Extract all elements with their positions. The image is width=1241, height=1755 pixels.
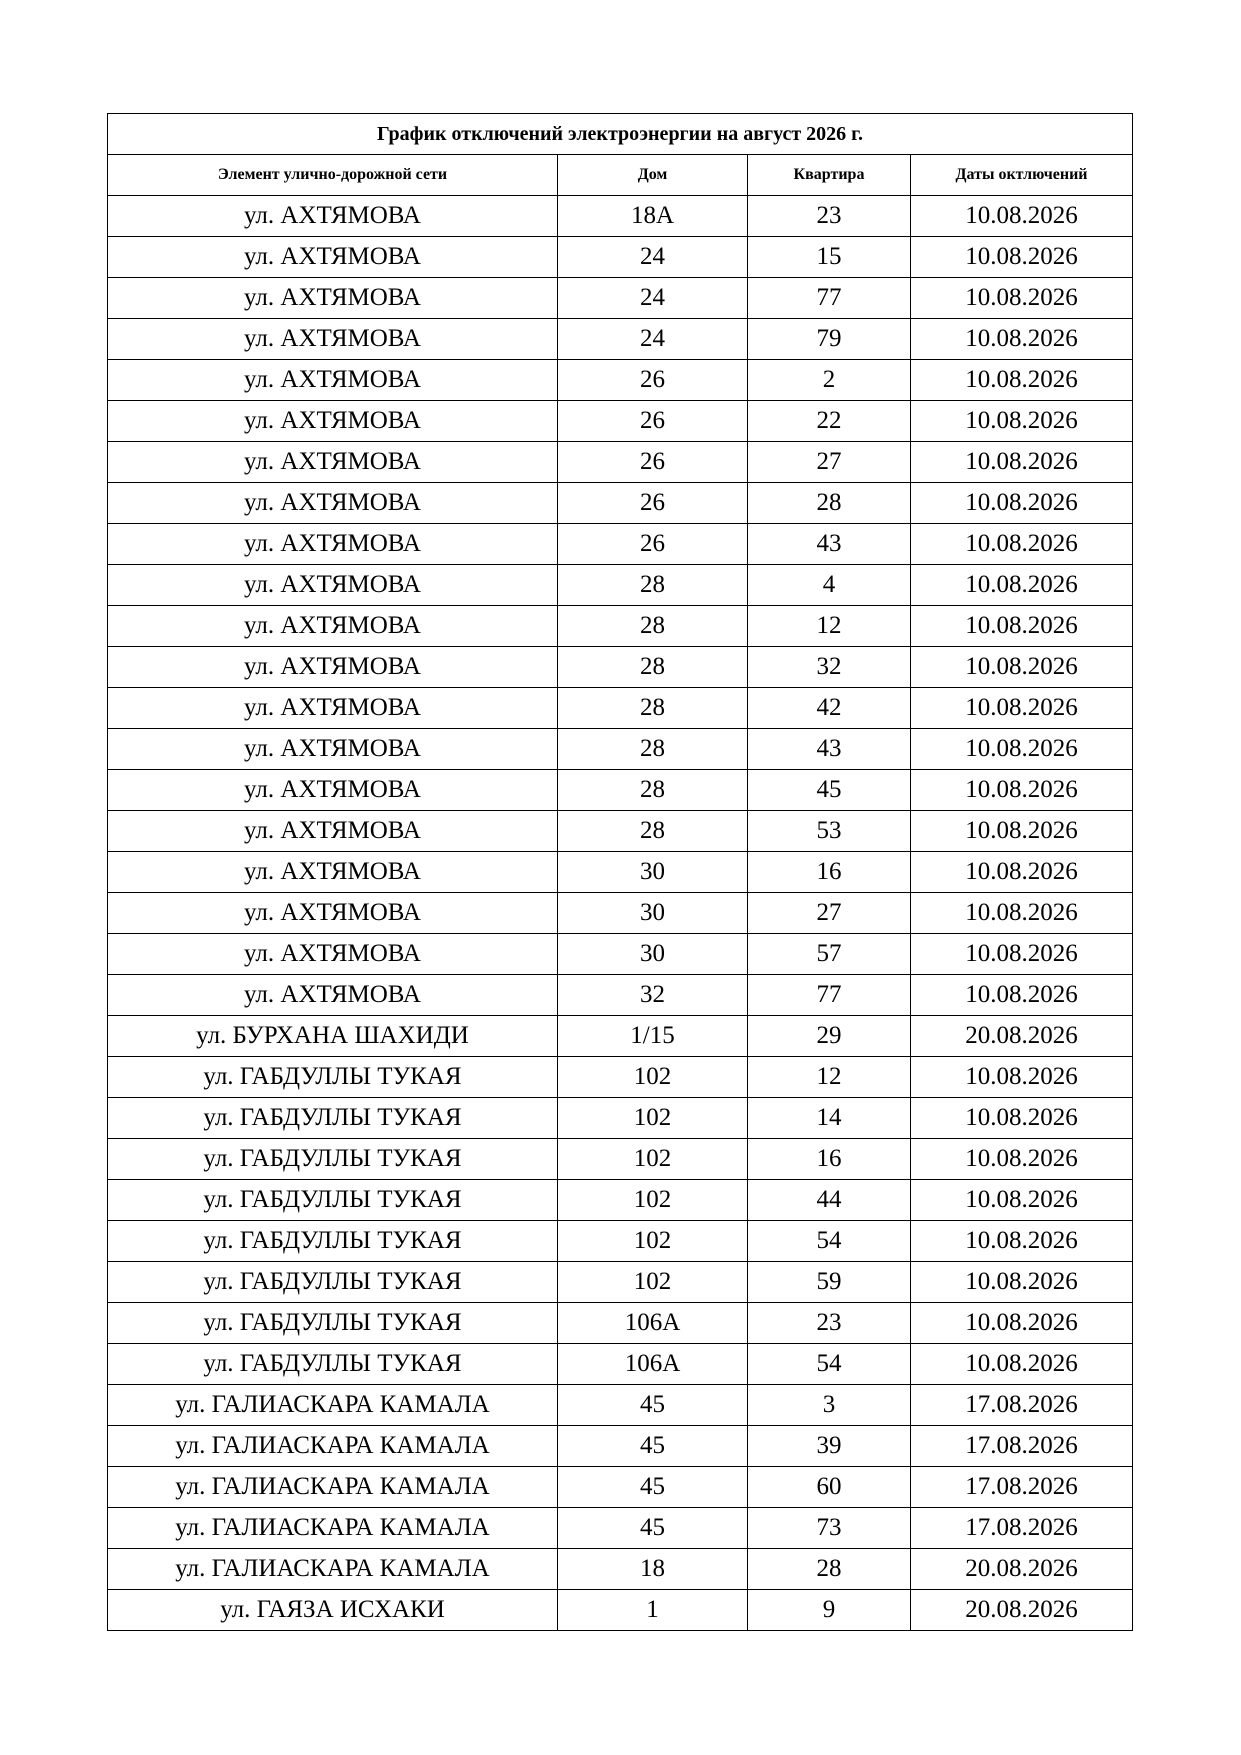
apartment-cell: 3 (748, 1385, 911, 1426)
apartment-cell: 54 (748, 1221, 911, 1262)
house-cell: 26 (558, 483, 748, 524)
date-cell: 10.08.2026 (911, 565, 1133, 606)
apartment-cell: 29 (748, 1016, 911, 1057)
street-cell: ул. АХТЯМОВА (108, 647, 558, 688)
apartment-cell: 15 (748, 237, 911, 278)
header-row (108, 155, 1133, 196)
table-row (108, 1221, 1133, 1262)
street-cell: ул. АХТЯМОВА (108, 237, 558, 278)
street-cell: ул. АХТЯМОВА (108, 975, 558, 1016)
house-cell: 102 (558, 1221, 748, 1262)
apartment-cell: 43 (748, 524, 911, 565)
date-cell: 10.08.2026 (911, 934, 1133, 975)
table-row (108, 893, 1133, 934)
street-cell: ул. ГАБДУЛЛЫ ТУКАЯ (108, 1180, 558, 1221)
apartment-cell: 4 (748, 565, 911, 606)
table-row (108, 1016, 1133, 1057)
table-row (108, 319, 1133, 360)
street-cell: ул. АХТЯМОВА (108, 606, 558, 647)
date-cell: 10.08.2026 (911, 606, 1133, 647)
table-row (108, 1467, 1133, 1508)
date-cell: 17.08.2026 (911, 1467, 1133, 1508)
house-cell: 26 (558, 360, 748, 401)
table-row (108, 278, 1133, 319)
date-cell: 10.08.2026 (911, 1098, 1133, 1139)
table-row (108, 196, 1133, 237)
house-cell: 28 (558, 688, 748, 729)
date-cell: 10.08.2026 (911, 1180, 1133, 1221)
house-cell: 24 (558, 278, 748, 319)
house-cell: 24 (558, 237, 748, 278)
house-cell: 1/15 (558, 1016, 748, 1057)
street-cell: ул. АХТЯМОВА (108, 196, 558, 237)
apartment-cell: 23 (748, 196, 911, 237)
street-cell: ул. АХТЯМОВА (108, 483, 558, 524)
date-cell: 10.08.2026 (911, 237, 1133, 278)
table-title: График отключений электроэнергии на август 2026 г. (108, 114, 1133, 155)
house-cell: 24 (558, 319, 748, 360)
street-cell: ул. АХТЯМОВА (108, 360, 558, 401)
table-row (108, 606, 1133, 647)
apartment-cell: 28 (748, 1549, 911, 1590)
apartment-cell: 79 (748, 319, 911, 360)
house-cell: 28 (558, 729, 748, 770)
date-cell: 10.08.2026 (911, 401, 1133, 442)
street-cell: ул. ГАБДУЛЛЫ ТУКАЯ (108, 1262, 558, 1303)
street-cell: ул. ГАЛИАСКАРА КАМАЛА (108, 1549, 558, 1590)
apartment-cell: 73 (748, 1508, 911, 1549)
column-header-apartment: Квартира (748, 155, 911, 196)
street-cell: ул. АХТЯМОВА (108, 401, 558, 442)
apartment-cell: 27 (748, 442, 911, 483)
street-cell: ул. БУРХАНА ШАХИДИ (108, 1016, 558, 1057)
column-header-house: Дом (558, 155, 748, 196)
apartment-cell: 22 (748, 401, 911, 442)
street-cell: ул. ГАЛИАСКАРА КАМАЛА (108, 1467, 558, 1508)
date-cell: 10.08.2026 (911, 770, 1133, 811)
table-row (108, 975, 1133, 1016)
table-row (108, 442, 1133, 483)
house-cell: 106А (558, 1303, 748, 1344)
table-row (108, 1262, 1133, 1303)
date-cell: 10.08.2026 (911, 319, 1133, 360)
house-cell: 102 (558, 1180, 748, 1221)
apartment-cell: 28 (748, 483, 911, 524)
house-cell: 18А (558, 196, 748, 237)
street-cell: ул. ГАЛИАСКАРА КАМАЛА (108, 1508, 558, 1549)
date-cell: 10.08.2026 (911, 442, 1133, 483)
apartment-cell: 59 (748, 1262, 911, 1303)
street-cell: ул. ГАЛИАСКАРА КАМАЛА (108, 1385, 558, 1426)
apartment-cell: 12 (748, 606, 911, 647)
date-cell: 10.08.2026 (911, 1139, 1133, 1180)
apartment-cell: 53 (748, 811, 911, 852)
house-cell: 45 (558, 1385, 748, 1426)
house-cell: 102 (558, 1098, 748, 1139)
table-row (108, 1057, 1133, 1098)
street-cell: ул. ГАБДУЛЛЫ ТУКАЯ (108, 1139, 558, 1180)
apartment-cell: 43 (748, 729, 911, 770)
table-row (108, 811, 1133, 852)
apartment-cell: 12 (748, 1057, 911, 1098)
date-cell: 10.08.2026 (911, 278, 1133, 319)
date-cell: 10.08.2026 (911, 1221, 1133, 1262)
apartment-cell: 42 (748, 688, 911, 729)
house-cell: 106А (558, 1344, 748, 1385)
table-row (108, 1385, 1133, 1426)
date-cell: 20.08.2026 (911, 1016, 1133, 1057)
house-cell: 28 (558, 565, 748, 606)
street-cell: ул. ГАБДУЛЛЫ ТУКАЯ (108, 1221, 558, 1262)
date-cell: 10.08.2026 (911, 1262, 1133, 1303)
street-cell: ул. АХТЯМОВА (108, 893, 558, 934)
apartment-cell: 77 (748, 975, 911, 1016)
table-row (108, 360, 1133, 401)
street-cell: ул. АХТЯМОВА (108, 319, 558, 360)
table-row (108, 770, 1133, 811)
street-cell: ул. АХТЯМОВА (108, 278, 558, 319)
house-cell: 45 (558, 1508, 748, 1549)
house-cell: 45 (558, 1467, 748, 1508)
title-row (108, 114, 1133, 155)
street-cell: ул. АХТЯМОВА (108, 565, 558, 606)
house-cell: 26 (558, 442, 748, 483)
table-row (108, 1180, 1133, 1221)
date-cell: 10.08.2026 (911, 852, 1133, 893)
house-cell: 26 (558, 524, 748, 565)
table-row (108, 1303, 1133, 1344)
apartment-cell: 60 (748, 1467, 911, 1508)
column-header-dates: Даты октлючений (911, 155, 1133, 196)
apartment-cell: 39 (748, 1426, 911, 1467)
table-row (108, 237, 1133, 278)
table-row (108, 934, 1133, 975)
date-cell: 10.08.2026 (911, 196, 1133, 237)
table-row (108, 729, 1133, 770)
date-cell: 10.08.2026 (911, 1057, 1133, 1098)
house-cell: 1 (558, 1590, 748, 1631)
apartment-cell: 27 (748, 893, 911, 934)
date-cell: 10.08.2026 (911, 893, 1133, 934)
table-row (108, 1098, 1133, 1139)
table-row (108, 524, 1133, 565)
apartment-cell: 45 (748, 770, 911, 811)
street-cell: ул. АХТЯМОВА (108, 852, 558, 893)
date-cell: 10.08.2026 (911, 524, 1133, 565)
street-cell: ул. АХТЯМОВА (108, 811, 558, 852)
date-cell: 17.08.2026 (911, 1385, 1133, 1426)
table-row (108, 688, 1133, 729)
apartment-cell: 16 (748, 1139, 911, 1180)
date-cell: 10.08.2026 (911, 729, 1133, 770)
table-row (108, 1508, 1133, 1549)
street-cell: ул. ГАБДУЛЛЫ ТУКАЯ (108, 1344, 558, 1385)
apartment-cell: 54 (748, 1344, 911, 1385)
date-cell: 17.08.2026 (911, 1426, 1133, 1467)
street-cell: ул. АХТЯМОВА (108, 729, 558, 770)
street-cell: ул. ГАЯЗА ИСХАКИ (108, 1590, 558, 1631)
date-cell: 10.08.2026 (911, 483, 1133, 524)
date-cell: 17.08.2026 (911, 1508, 1133, 1549)
house-cell: 102 (558, 1139, 748, 1180)
table-row (108, 565, 1133, 606)
table-row (108, 1344, 1133, 1385)
street-cell: ул. ГАЛИАСКАРА КАМАЛА (108, 1426, 558, 1467)
house-cell: 45 (558, 1426, 748, 1467)
date-cell: 20.08.2026 (911, 1590, 1133, 1631)
date-cell: 10.08.2026 (911, 360, 1133, 401)
date-cell: 10.08.2026 (911, 688, 1133, 729)
date-cell: 10.08.2026 (911, 811, 1133, 852)
house-cell: 28 (558, 606, 748, 647)
column-header-street: Элемент улично-дорожной сети (108, 155, 558, 196)
date-cell: 10.08.2026 (911, 975, 1133, 1016)
outage-schedule-table (107, 113, 1133, 1631)
house-cell: 18 (558, 1549, 748, 1590)
street-cell: ул. АХТЯМОВА (108, 524, 558, 565)
table-row (108, 852, 1133, 893)
house-cell: 28 (558, 647, 748, 688)
table-row (108, 483, 1133, 524)
street-cell: ул. АХТЯМОВА (108, 934, 558, 975)
house-cell: 32 (558, 975, 748, 1016)
table-body (108, 196, 1133, 1631)
street-cell: ул. АХТЯМОВА (108, 688, 558, 729)
table-row (108, 647, 1133, 688)
house-cell: 26 (558, 401, 748, 442)
house-cell: 102 (558, 1262, 748, 1303)
house-cell: 28 (558, 770, 748, 811)
house-cell: 102 (558, 1057, 748, 1098)
house-cell: 30 (558, 934, 748, 975)
apartment-cell: 77 (748, 278, 911, 319)
table-row (108, 1549, 1133, 1590)
street-cell: ул. АХТЯМОВА (108, 770, 558, 811)
street-cell: ул. АХТЯМОВА (108, 442, 558, 483)
street-cell: ул. ГАБДУЛЛЫ ТУКАЯ (108, 1098, 558, 1139)
apartment-cell: 2 (748, 360, 911, 401)
apartment-cell: 9 (748, 1590, 911, 1631)
apartment-cell: 14 (748, 1098, 911, 1139)
apartment-cell: 57 (748, 934, 911, 975)
table-row (108, 1590, 1133, 1631)
date-cell: 10.08.2026 (911, 647, 1133, 688)
table-row (108, 401, 1133, 442)
apartment-cell: 23 (748, 1303, 911, 1344)
date-cell: 10.08.2026 (911, 1344, 1133, 1385)
house-cell: 30 (558, 893, 748, 934)
street-cell: ул. ГАБДУЛЛЫ ТУКАЯ (108, 1057, 558, 1098)
apartment-cell: 44 (748, 1180, 911, 1221)
table-row (108, 1426, 1133, 1467)
apartment-cell: 32 (748, 647, 911, 688)
table-row (108, 1139, 1133, 1180)
apartment-cell: 16 (748, 852, 911, 893)
date-cell: 10.08.2026 (911, 1303, 1133, 1344)
house-cell: 28 (558, 811, 748, 852)
house-cell: 30 (558, 852, 748, 893)
street-cell: ул. ГАБДУЛЛЫ ТУКАЯ (108, 1303, 558, 1344)
date-cell: 20.08.2026 (911, 1549, 1133, 1590)
